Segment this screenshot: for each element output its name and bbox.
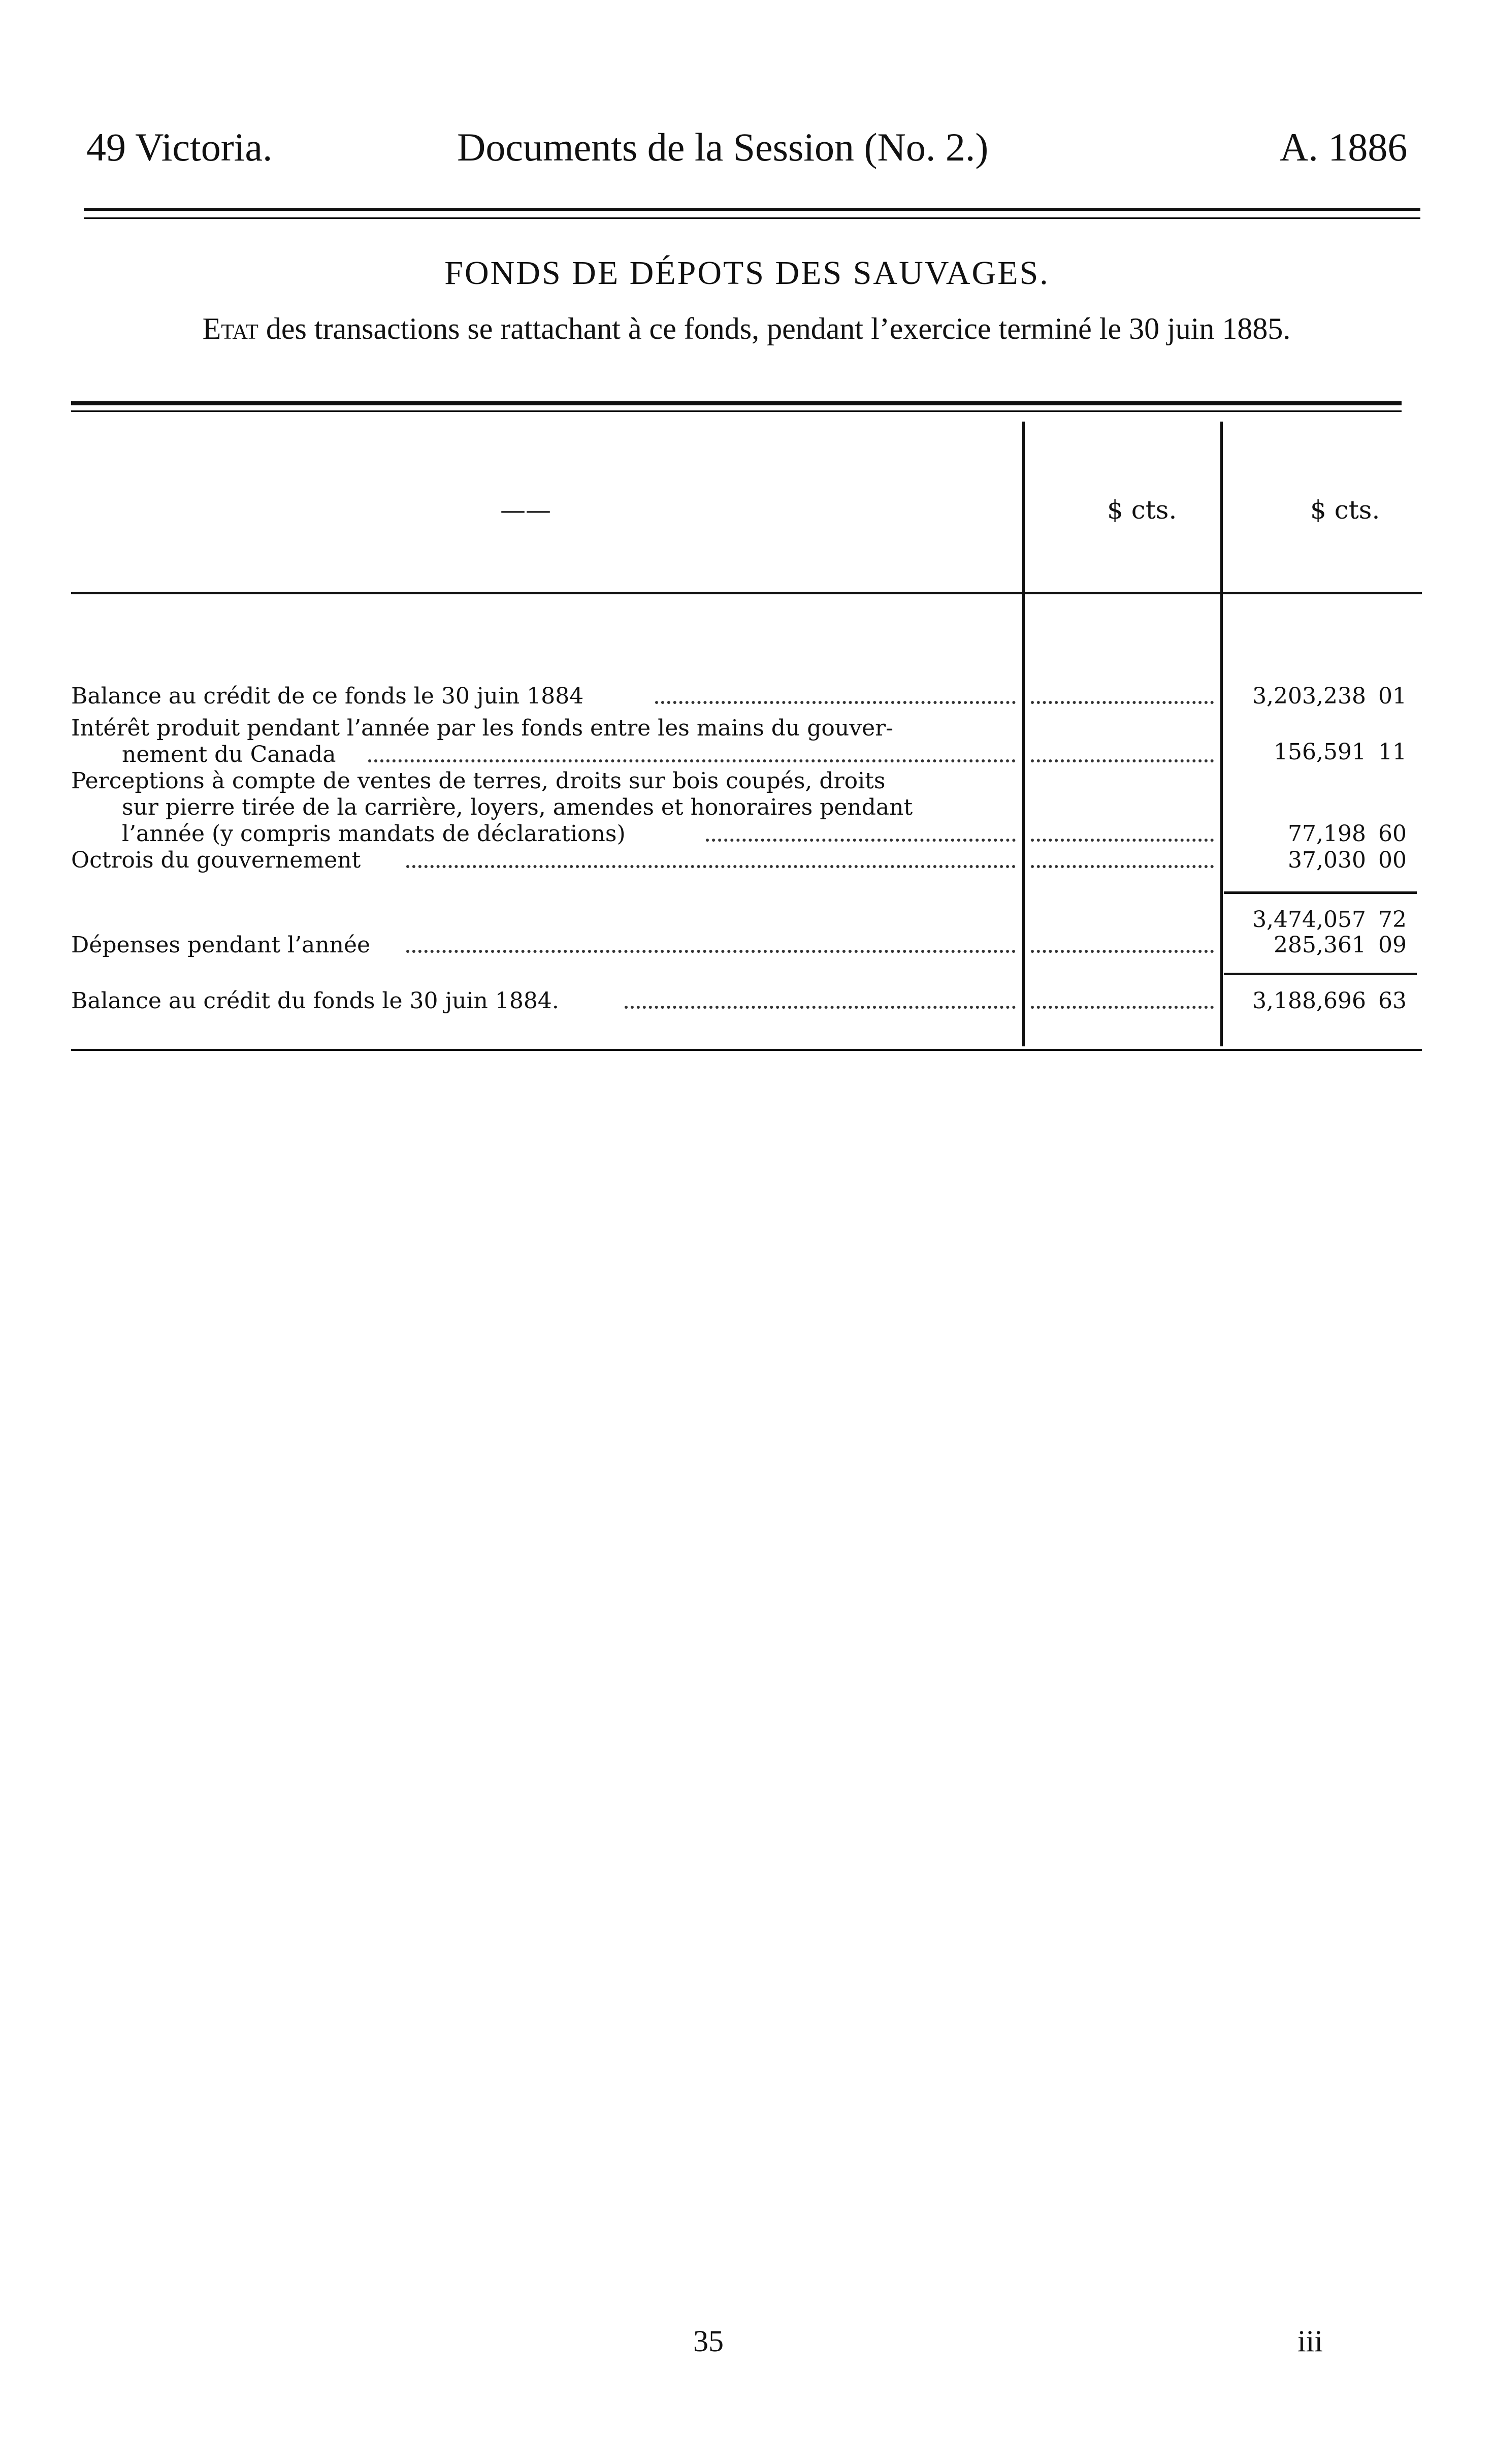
leader-dots [1031, 759, 1214, 762]
page-number: 35 [693, 2324, 724, 2358]
row-label-receipts-cont-2: l’année (y compris mandats de déclarations) [122, 821, 626, 847]
column-divider-2 [1220, 422, 1223, 1046]
table-rule-top-thin [71, 410, 1402, 412]
leader-dots [406, 950, 1016, 953]
row-label-interest: Intérêt produit pendant l’année par les fonds entre les mains du gouver- [71, 715, 894, 741]
row-amount-cents: 00 [1378, 847, 1407, 873]
row-amount-dollars: 3,203,238 [1252, 683, 1366, 709]
subtitle-text: des transactions se rattachant à ce fonds, pendant l’exercice terminé le 30 juin 1885. [258, 312, 1291, 345]
leader-dots [1031, 701, 1214, 704]
page-subtitle [152, 310, 1341, 347]
subtitle-lead: Etat [202, 312, 258, 345]
leader-dots [368, 759, 1016, 762]
header-right: A. 1886 [1280, 125, 1408, 169]
roman-folio: iii [1297, 2324, 1323, 2358]
leader-dots [1031, 1006, 1214, 1009]
expenses-dollars: 285,361 [1274, 932, 1366, 958]
closing-cents: 63 [1378, 988, 1407, 1014]
row-label-expenses: Dépenses pendant l’année [71, 932, 371, 958]
row-label-grants: Octrois du gouvernement [71, 847, 361, 873]
header-rule-top [84, 208, 1420, 211]
row-label-receipts-cont-1: sur pierre tirée de la carrière, loyers, amendes et honoraires pendant [122, 794, 913, 820]
leader-dots [1031, 950, 1214, 953]
stub-header: —— [500, 495, 551, 525]
row-label-closing-balance: Balance au crédit du fonds le 30 juin 1884. [71, 988, 559, 1014]
expenses-cents: 09 [1378, 932, 1407, 958]
column-2-header: $ cts. [1310, 495, 1380, 525]
leader-dots [655, 701, 1016, 704]
header-rule-bottom [84, 217, 1420, 219]
row-amount-dollars: 156,591 [1274, 739, 1366, 765]
row-amount-dollars: 37,030 [1288, 847, 1366, 873]
row-amount-cents: 01 [1378, 683, 1407, 709]
column-1-header: $ cts. [1107, 495, 1177, 525]
leader-dots [1031, 865, 1214, 868]
row-label-interest-cont: nement du Canada [122, 742, 336, 767]
subtotal-dollars: 3,474,057 [1252, 907, 1366, 933]
leader-dots [1031, 839, 1214, 842]
table-rule-top-thick [71, 401, 1402, 405]
leader-dots [706, 839, 1016, 842]
subtotal-rule [1224, 891, 1417, 894]
row-label-balance-opening: Balance au crédit de ce fonds le 30 juin 1884 [71, 683, 584, 709]
row-amount-dollars: 77,198 [1288, 821, 1366, 847]
closing-rule [1224, 973, 1417, 975]
row-label-receipts: Perceptions à compte de ventes de terres, droits sur bois coupés, droits [71, 768, 886, 794]
page-title: FONDS DE DÉPOTS DES SAUVAGES. [444, 254, 1050, 292]
subtotal-cents: 72 [1378, 907, 1407, 933]
header-left: 49 Victoria. [86, 125, 273, 169]
table-rule-bottom [71, 1049, 1422, 1051]
header-separator [71, 592, 1422, 594]
row-amount-cents: 60 [1378, 821, 1407, 847]
closing-dollars: 3,188,696 [1252, 988, 1366, 1014]
leader-dots [625, 1006, 1016, 1009]
row-amount-cents: 11 [1378, 739, 1407, 765]
header-center: Documents de la Session (No. 2.) [457, 125, 989, 169]
column-divider-1 [1022, 422, 1025, 1046]
leader-dots [406, 865, 1016, 868]
